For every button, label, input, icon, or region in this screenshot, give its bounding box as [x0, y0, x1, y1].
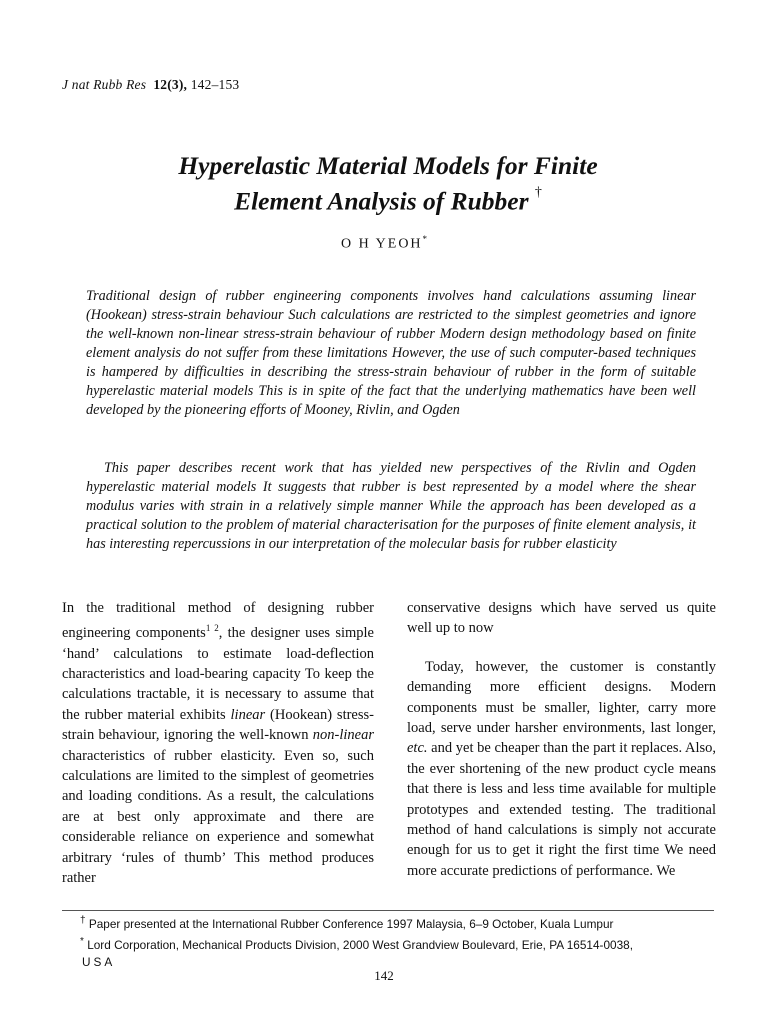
body-paragraph: conservative designs which have served us quite well up to now	[407, 600, 716, 637]
title-line-1: Hyperelastic Material Models for Finite	[178, 151, 598, 180]
body-emphasis: non-linear	[312, 727, 374, 744]
body-column-left	[62, 598, 374, 889]
footnote-2-continued: USA	[82, 954, 116, 969]
body-column-right	[407, 598, 716, 881]
footnote-mark: †	[80, 915, 86, 926]
abstract-paragraph-1: Traditional design of rubber engineering components involves hand calculations assuming linear (Hookean) stress-strain behaviour Such calculations are restricted to the simplest geometries and ignore the well-known non-linear stress-strain behaviour of rubber Modern design methodology based on finite element analysis do not suffer from these limitations However, the use of such computer-based techniques is hampered by difficulties in describing the stress-strain behaviour of rubber in the form of suitable hyperelastic material models This is in spite of the fact that the underlying mathematics have been well developed by the pioneering efforts of Mooney, Rivlin, and Ogden	[86, 288, 696, 418]
author-footnote-mark: *	[422, 234, 428, 244]
body-paragraph	[407, 657, 716, 881]
footnote-2	[80, 933, 700, 954]
footnote-text: Lord Corporation, Mechanical Products Division, 2000 West Grandview Boulevard, Erie, PA 16514-0038,	[87, 937, 633, 952]
footnotes	[80, 912, 700, 971]
body-emphasis: etc.	[407, 740, 428, 757]
journal-volume: 12(3),	[153, 77, 188, 92]
reference-mark: 1 2	[205, 623, 219, 634]
page-number: 142	[374, 968, 394, 983]
footnote-1	[80, 912, 700, 933]
title-line-2	[80, 181, 696, 217]
body-emphasis: linear	[230, 706, 266, 723]
author-name: O H YEOH	[340, 236, 423, 252]
title-line-2-text: Element Analysis of Rubber	[234, 186, 529, 216]
journal-citation	[62, 77, 239, 93]
body-text: In the traditional method of designing rubber engineering components	[62, 600, 374, 642]
journal-name: J nat Rubb Res	[62, 77, 147, 92]
body-text: and yet be cheaper than the part it replaces. Also, the ever shortening of the new product cycle means that there is less and less time available for multiple prototypes and extended testing. The traditional method of hand calculations is simply not accurate enough for us to get it right the first time We need more accurate predictions of performance. We	[407, 740, 716, 879]
abstract-paragraph-2: This paper describes recent work that has yielded new perspectives of the Rivlin and Ogden hyperelastic material models It suggests that rubber is best represented by a model where the shear modulus varies with strain in a relatively simple manner While the approach has been developed as a practical solution to the problem of material characterisation for the purposes of finite element analysis, it has interesting repercussions in our interpretation of the molecular basis for rubber elasticity	[86, 460, 696, 552]
body-text: , the designer uses simple ‘hand’ calculations to estimate load-deflection characteristics and load-bearing capacity To keep the calculations tractable, it is necessary to assume that the rubber material exhibits	[62, 625, 374, 723]
body-text: characteristics of rubber elasticity. Even so, such calculations are limited to the simplest of geometries and loading conditions. As a result, the calculations are at best only approximate and there are considerable reliance on experience and somewhat arbitrary ‘rules of thumb’ This method produces rather	[62, 747, 374, 887]
body-text: Today, however, the customer is constantly demanding more efficient designs. Modern components must be smaller, lighter, carry more load, serve under harsher environments, last longer,	[407, 658, 716, 737]
journal-pages: 142–153	[190, 77, 240, 92]
title-footnote-mark: †	[534, 185, 542, 200]
body-text: (Hookean) stress-strain behaviour, ignoring the well-known	[62, 706, 374, 744]
body-paragraph	[62, 598, 374, 889]
footnote-divider	[62, 910, 714, 911]
paper-title	[80, 150, 696, 217]
author-line	[0, 234, 768, 253]
footnote-mark: *	[80, 935, 84, 947]
footnote-text: Paper presented at the International Rubber Conference 1997 Malaysia, 6–9 October, Kuala Lumpur	[88, 916, 614, 931]
